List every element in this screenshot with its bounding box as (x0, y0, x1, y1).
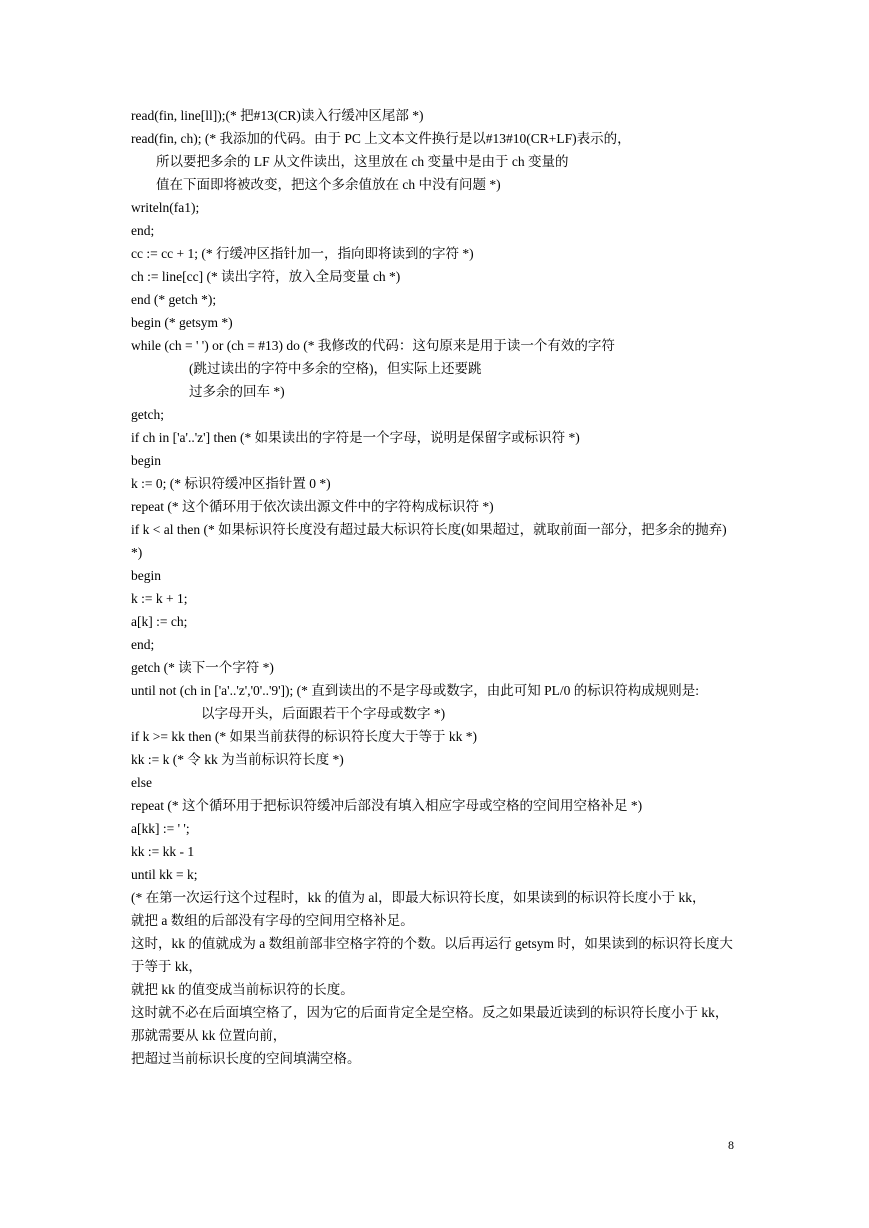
text-line: read(fin, ch); (* 我添加的代码。由于 PC 上文本文件换行是以#13#10(CR+LF)表示的， (131, 131, 631, 146)
text-line: getch; (131, 407, 164, 422)
text-line: writeln(fa1); (131, 200, 200, 215)
text-line: if ch in ['a'..'z'] then (* 如果读出的字符是一个字母，说明是保留字或标识符 *) (131, 430, 580, 445)
text-line: read(fin, line[ll]);(* 把#13(CR)读入行缓冲区尾部 *) (131, 108, 424, 123)
text-line: repeat (* 这个循环用于依次读出源文件中的字符构成标识符 *) (131, 499, 494, 514)
text-line: 值在下面即将被改变，把这个多余值放在 ch 中没有问题 *) (156, 177, 501, 192)
text-line: (跳过读出的字符中多余的空格)，但实际上还要跳 (189, 361, 482, 376)
text-line: 过多余的回车 *) (189, 384, 285, 399)
text-line: 把超过当前标识长度的空间填满空格。 (131, 1051, 361, 1066)
text-line: 这时，kk 的值就成为 a 数组前部非空格字符的个数。以后再运行 getsym 时，如果读到的标识符长度大于等于 kk， (131, 936, 733, 974)
text-line: repeat (* 这个循环用于把标识符缓冲后部没有填入相应字母或空格的空间用空格补足 *) (131, 798, 643, 813)
text-line: k := k + 1; (131, 591, 188, 606)
text-line: until not (ch in ['a'..'z','0'..'9']); (* 直到读出的不是字母或数字，由此可知 PL/0 的标识符构成规则是: (131, 683, 700, 698)
text-line: 所以要把多余的 LF 从文件读出，这里放在 ch 变量中是由于 ch 变量的 (156, 154, 569, 169)
text-line: else (131, 775, 152, 790)
text-line: a[kk] := ' '; (131, 821, 190, 836)
text-line: begin (131, 453, 161, 468)
text-line: getch (* 读下一个字符 *) (131, 660, 274, 675)
text-line: kk := kk - 1 (131, 844, 195, 859)
text-line: begin (131, 568, 161, 583)
text-line: kk := k (* 令 kk 为当前标识符长度 *) (131, 752, 344, 767)
text-line: until kk = k; (131, 867, 198, 882)
text-line: k := 0; (* 标识符缓冲区指针置 0 *) (131, 476, 331, 491)
text-line: if k < al then (* 如果标识符长度没有超过最大标识符长度(如果超过，就取前面一部分，把多余的抛弃) *) (131, 522, 727, 560)
text-line: end; (131, 223, 155, 238)
page-number: 8 (728, 1138, 734, 1152)
text-line: ch := line[cc] (* 读出字符，放入全局变量 ch *) (131, 269, 401, 284)
text-line: 以字母开头，后面跟若干个字母或数字 *) (201, 706, 446, 721)
code-commentary-body (131, 104, 741, 1070)
text-line: a[k] := ch; (131, 614, 188, 629)
text-line: while (ch = ' ') or (ch = #13) do (* 我修改的代码：这句原来是用于读一个有效的字符 (131, 338, 615, 353)
text-line: (* 在第一次运行这个过程时，kk 的值为 al，即最大标识符长度，如果读到的标识符长度小于 kk， (131, 890, 706, 905)
text-line: 就把 a 数组的后部没有字母的空间用空格补足。 (131, 913, 414, 928)
text-line: cc := cc + 1; (* 行缓冲区指针加一，指向即将读到的字符 *) (131, 246, 474, 261)
text-line: end (* getch *); (131, 292, 217, 307)
text-line: begin (* getsym *) (131, 315, 233, 330)
text-line: end; (131, 637, 155, 652)
text-line: 就把 kk 的值变成当前标识符的长度。 (131, 982, 354, 997)
text-line: 这时就不必在后面填空格了，因为它的后面肯定全是空格。反之如果最近读到的标识符长度小于 kk，那就需要从 kk 位置向前， (131, 1005, 729, 1043)
text-line: if k >= kk then (* 如果当前获得的标识符长度大于等于 kk *) (131, 729, 477, 744)
